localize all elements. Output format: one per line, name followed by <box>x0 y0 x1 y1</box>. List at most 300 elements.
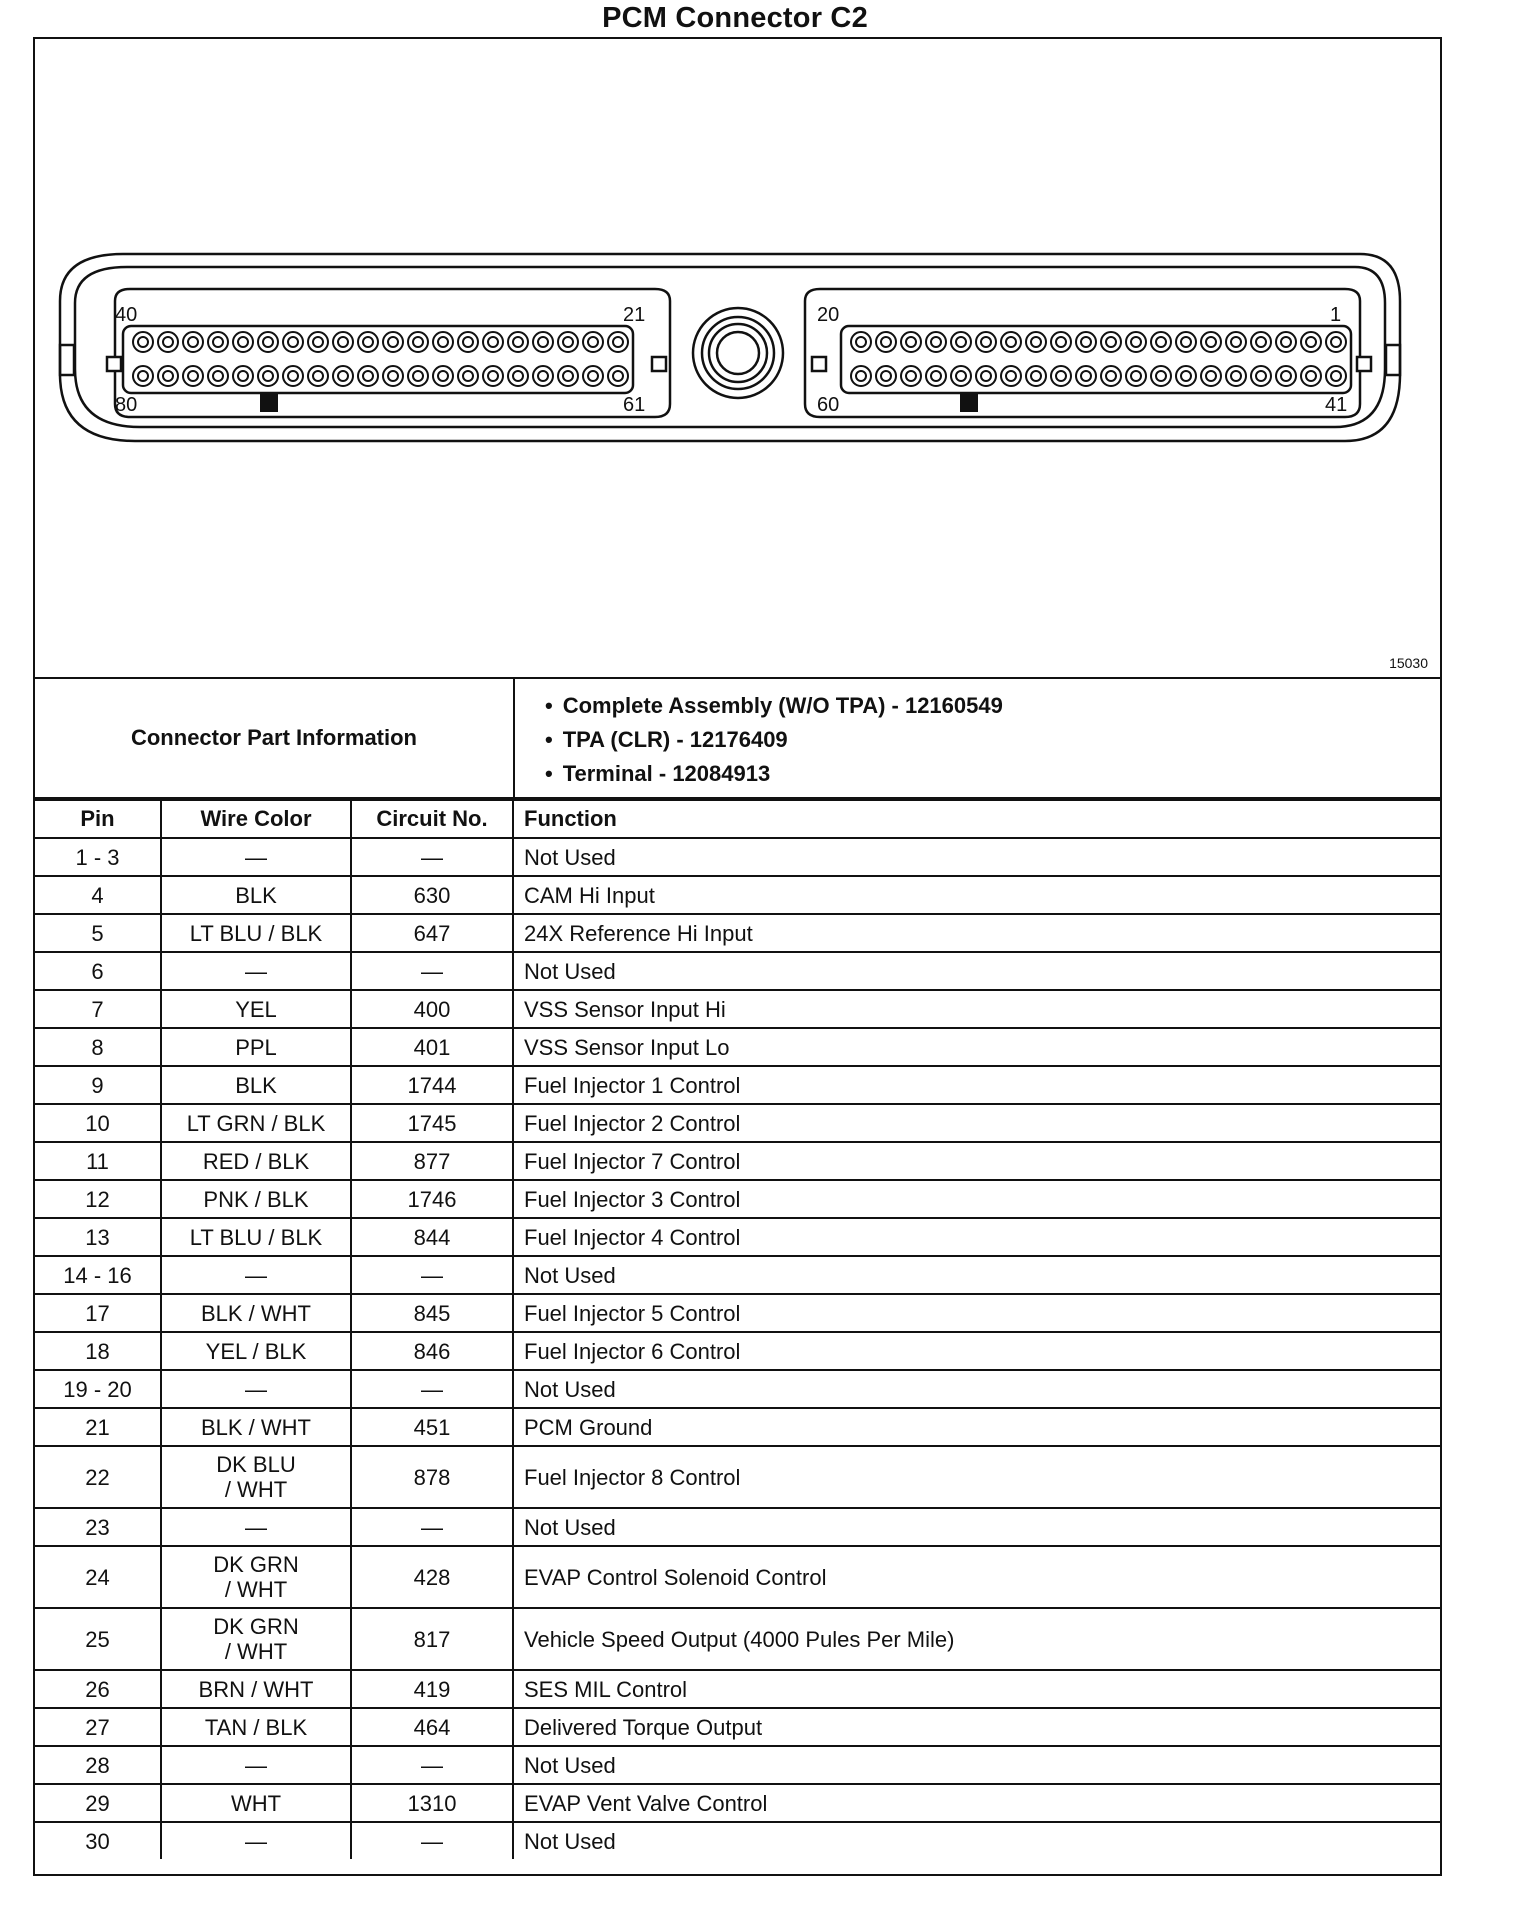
pin-hole-inner <box>288 337 298 347</box>
circuit-number-cell: — <box>351 1370 513 1408</box>
pin-hole-inner <box>1331 371 1341 381</box>
pin-hole <box>876 366 896 386</box>
wire-color-cell: — <box>161 1822 351 1859</box>
pin-hole-inner <box>1006 337 1016 347</box>
pin-hole <box>508 366 528 386</box>
wire-color-cell: LT BLU / BLK <box>161 914 351 952</box>
pin-hole-inner <box>1106 337 1116 347</box>
pin-hole-inner <box>1281 371 1291 381</box>
pin-hole <box>1151 332 1171 352</box>
pin-hole <box>851 366 871 386</box>
pin-hole <box>158 366 178 386</box>
part-info-item: • TPA (CLR) - 12176409 <box>545 723 1003 757</box>
pin-hole-inner <box>463 337 473 347</box>
pin-cell: 1 - 3 <box>35 838 161 876</box>
pin-cell: 9 <box>35 1066 161 1104</box>
pin-hole <box>1001 366 1021 386</box>
pin-cell: 14 - 16 <box>35 1256 161 1294</box>
wire-color-cell: WHT <box>161 1784 351 1822</box>
pin-hole-inner <box>931 337 941 347</box>
table-row <box>35 1218 1440 1256</box>
circuit-number-cell: 878 <box>351 1446 513 1508</box>
circuit-number-cell: 401 <box>351 1028 513 1066</box>
pin-hole-inner <box>931 371 941 381</box>
pin-hole <box>558 366 578 386</box>
pin-hole-inner <box>138 371 148 381</box>
connector-face-drawing <box>35 39 1440 677</box>
function-cell: Fuel Injector 1 Control <box>513 1066 1440 1104</box>
right-key-marker <box>960 394 978 412</box>
table-row <box>35 952 1440 990</box>
function-cell: VSS Sensor Input Lo <box>513 1028 1440 1066</box>
pin-hole-inner <box>613 371 623 381</box>
wire-color-cell: DK BLU / WHT <box>161 1446 351 1508</box>
header-wire-color: Wire Color <box>161 800 351 838</box>
pin-hole <box>1101 366 1121 386</box>
table-row <box>35 1294 1440 1332</box>
connector-part-information <box>35 679 1440 799</box>
pin-hole-inner <box>338 337 348 347</box>
pin-cell: 28 <box>35 1746 161 1784</box>
pin-hole-inner <box>538 337 548 347</box>
circuit-number-cell: 630 <box>351 876 513 914</box>
circuit-number-cell: 844 <box>351 1218 513 1256</box>
function-cell: Fuel Injector 3 Control <box>513 1180 1440 1218</box>
circuit-number-cell: 647 <box>351 914 513 952</box>
pin-hole <box>1151 366 1171 386</box>
pin-table <box>35 799 1440 1859</box>
pin-hole <box>1201 366 1221 386</box>
pin-hole-inner <box>1081 371 1091 381</box>
circuit-number-cell: 464 <box>351 1708 513 1746</box>
function-cell: Not Used <box>513 1370 1440 1408</box>
pin-cell: 4 <box>35 876 161 914</box>
circuit-number-cell: 1745 <box>351 1104 513 1142</box>
table-row <box>35 1822 1440 1859</box>
wire-color-cell: PNK / BLK <box>161 1180 351 1218</box>
pin-hole <box>408 366 428 386</box>
table-row <box>35 1546 1440 1608</box>
pin-hole-inner <box>188 371 198 381</box>
pin-hole <box>1101 332 1121 352</box>
pin-hole <box>1251 366 1271 386</box>
pin-hole <box>333 366 353 386</box>
function-cell: Delivered Torque Output <box>513 1708 1440 1746</box>
function-cell: SES MIL Control <box>513 1670 1440 1708</box>
pin-hole-inner <box>463 371 473 381</box>
pin-hole <box>308 366 328 386</box>
pin-hole <box>608 366 628 386</box>
pin-hole-inner <box>438 371 448 381</box>
function-cell: EVAP Vent Valve Control <box>513 1784 1440 1822</box>
wire-color-cell: DK GRN / WHT <box>161 1608 351 1670</box>
pin-hole-inner <box>1081 337 1091 347</box>
pin-cell: 26 <box>35 1670 161 1708</box>
pin-hole <box>333 332 353 352</box>
pin-hole <box>1276 332 1296 352</box>
pin-cell: 11 <box>35 1142 161 1180</box>
wire-color-cell: — <box>161 1746 351 1784</box>
pin-hole <box>1226 332 1246 352</box>
pin-hole-inner <box>363 371 373 381</box>
wire-color-cell: PPL <box>161 1028 351 1066</box>
function-cell: Not Used <box>513 838 1440 876</box>
header-circuit-no: Circuit No. <box>351 800 513 838</box>
wire-color-cell: BLK <box>161 876 351 914</box>
table-row <box>35 1028 1440 1066</box>
pin-hole-inner <box>538 371 548 381</box>
pin-hole <box>1001 332 1021 352</box>
pin-hole <box>433 366 453 386</box>
table-row <box>35 1370 1440 1408</box>
function-cell: Vehicle Speed Output (4000 Pules Per Mile) <box>513 1608 1440 1670</box>
pin-hole-inner <box>1156 371 1166 381</box>
pin-hole <box>1051 332 1071 352</box>
pin-hole-inner <box>1131 337 1141 347</box>
pin-hole <box>283 366 303 386</box>
pin-cell: 29 <box>35 1784 161 1822</box>
circuit-number-cell: — <box>351 1746 513 1784</box>
pin-cell: 21 <box>35 1408 161 1446</box>
pin-hole-inner <box>1206 371 1216 381</box>
function-cell: Not Used <box>513 952 1440 990</box>
pin-hole-inner <box>1106 371 1116 381</box>
pin-hole-inner <box>906 371 916 381</box>
pin-cell: 19 - 20 <box>35 1370 161 1408</box>
pin-hole-inner <box>1056 337 1066 347</box>
pin-hole <box>876 332 896 352</box>
pin-hole <box>383 366 403 386</box>
pin-hole <box>1076 366 1096 386</box>
pin-hole-inner <box>488 371 498 381</box>
pin-hole <box>1126 366 1146 386</box>
pin-hole-inner <box>388 337 398 347</box>
pin-hole <box>951 332 971 352</box>
header-function: Function <box>513 800 1440 838</box>
table-row <box>35 1332 1440 1370</box>
pin-cell: 24 <box>35 1546 161 1608</box>
pin-hole <box>1301 366 1321 386</box>
pin-hole <box>926 332 946 352</box>
pin-hole <box>1176 332 1196 352</box>
pin-hole-inner <box>563 337 573 347</box>
pin-hole <box>458 332 478 352</box>
pin-hole-inner <box>363 337 373 347</box>
pin-cell: 27 <box>35 1708 161 1746</box>
pin-hole-inner <box>213 371 223 381</box>
pin-hole-inner <box>313 371 323 381</box>
pin-cell: 30 <box>35 1822 161 1859</box>
pin-hole-inner <box>1181 337 1191 347</box>
circuit-number-cell: 1310 <box>351 1784 513 1822</box>
wire-color-cell: — <box>161 952 351 990</box>
pin-hole-inner <box>513 337 523 347</box>
pin-cell: 8 <box>35 1028 161 1066</box>
pin-hole <box>1251 332 1271 352</box>
pin-hole-inner <box>588 371 598 381</box>
wire-color-cell: — <box>161 838 351 876</box>
pin-hole-inner <box>981 337 991 347</box>
pin-hole <box>433 332 453 352</box>
circuit-number-cell: 451 <box>351 1408 513 1446</box>
pin-hole-inner <box>881 337 891 347</box>
pin-hole <box>208 332 228 352</box>
wire-color-cell: BLK <box>161 1066 351 1104</box>
pin-hole <box>1276 366 1296 386</box>
connector-sheet <box>33 37 1442 1876</box>
circuit-number-cell: 1744 <box>351 1066 513 1104</box>
function-cell: Fuel Injector 5 Control <box>513 1294 1440 1332</box>
part-info-item: • Terminal - 12084913 <box>545 757 1003 791</box>
circuit-number-cell: 400 <box>351 990 513 1028</box>
wire-color-cell: BLK / WHT <box>161 1408 351 1446</box>
pin-hole-inner <box>1031 371 1041 381</box>
table-row <box>35 1408 1440 1446</box>
pin-hole-inner <box>213 337 223 347</box>
pin-hole-inner <box>1256 337 1266 347</box>
pin-hole <box>1076 332 1096 352</box>
function-cell: Fuel Injector 8 Control <box>513 1446 1440 1508</box>
pin-hole <box>283 332 303 352</box>
table-row <box>35 1142 1440 1180</box>
pin-hole <box>183 332 203 352</box>
pin-hole-inner <box>1256 371 1266 381</box>
pin-hole <box>508 332 528 352</box>
pin-hole <box>383 332 403 352</box>
circuit-number-cell: — <box>351 1508 513 1546</box>
wire-color-cell: YEL / BLK <box>161 1332 351 1370</box>
pin-hole-inner <box>163 371 173 381</box>
pin-hole <box>308 332 328 352</box>
table-row <box>35 1256 1440 1294</box>
function-cell: VSS Sensor Input Hi <box>513 990 1440 1028</box>
pin-cell: 7 <box>35 990 161 1028</box>
pin-hole <box>233 366 253 386</box>
table-row <box>35 1670 1440 1708</box>
pin-hole-inner <box>438 337 448 347</box>
table-row <box>35 990 1440 1028</box>
function-cell: Not Used <box>513 1508 1440 1546</box>
table-row <box>35 1708 1440 1746</box>
pin-label-21: 21 <box>623 304 646 326</box>
pin-hole-inner <box>413 371 423 381</box>
pin-hole-inner <box>238 371 248 381</box>
circuit-number-cell: — <box>351 952 513 990</box>
wire-color-cell: BLK / WHT <box>161 1294 351 1332</box>
pin-hole <box>951 366 971 386</box>
wire-color-cell: LT GRN / BLK <box>161 1104 351 1142</box>
pin-hole <box>258 366 278 386</box>
pin-hole <box>533 366 553 386</box>
pin-cell: 23 <box>35 1508 161 1546</box>
pin-hole <box>1126 332 1146 352</box>
pin-holes <box>133 332 1346 386</box>
pin-hole <box>901 332 921 352</box>
table-row <box>35 1746 1440 1784</box>
pin-hole <box>901 366 921 386</box>
pin-hole-inner <box>1306 371 1316 381</box>
pin-cell: 25 <box>35 1608 161 1670</box>
left-key-marker <box>260 394 278 412</box>
table-row <box>35 1608 1440 1670</box>
pin-hole-inner <box>613 337 623 347</box>
table-row <box>35 1784 1440 1822</box>
pin-hole-inner <box>513 371 523 381</box>
function-cell: Not Used <box>513 1746 1440 1784</box>
connector-diagram <box>35 39 1440 679</box>
pin-hole <box>483 366 503 386</box>
pin-hole-inner <box>1056 371 1066 381</box>
pin-hole <box>583 366 603 386</box>
pin-cell: 10 <box>35 1104 161 1142</box>
pin-label-20: 20 <box>817 304 840 326</box>
pin-cell: 18 <box>35 1332 161 1370</box>
page-title: PCM Connector C2 <box>602 2 868 34</box>
pin-hole <box>558 332 578 352</box>
pin-hole-inner <box>163 337 173 347</box>
pin-hole <box>183 366 203 386</box>
pin-hole-inner <box>488 337 498 347</box>
wire-color-cell: LT BLU / BLK <box>161 1218 351 1256</box>
pin-cell: 22 <box>35 1446 161 1508</box>
part-info-list <box>545 689 1003 791</box>
function-cell: 24X Reference Hi Input <box>513 914 1440 952</box>
function-cell: Not Used <box>513 1256 1440 1294</box>
pin-table-body <box>35 838 1440 1859</box>
pin-hole <box>208 366 228 386</box>
circuit-number-cell: 846 <box>351 1332 513 1370</box>
pin-hole-inner <box>413 337 423 347</box>
part-info-item: • Complete Assembly (W/O TPA) - 12160549 <box>545 689 1003 723</box>
pin-hole <box>583 332 603 352</box>
pin-hole <box>408 332 428 352</box>
pin-hole <box>1176 366 1196 386</box>
pin-hole-inner <box>1231 371 1241 381</box>
circuit-number-cell: 1746 <box>351 1180 513 1218</box>
function-cell: PCM Ground <box>513 1408 1440 1446</box>
pin-hole-inner <box>1281 337 1291 347</box>
pin-cell: 12 <box>35 1180 161 1218</box>
pin-hole <box>976 332 996 352</box>
pin-hole <box>851 332 871 352</box>
pin-label-61: 61 <box>623 394 646 416</box>
pin-cell: 6 <box>35 952 161 990</box>
circuit-number-cell: 845 <box>351 1294 513 1332</box>
pin-cell: 5 <box>35 914 161 952</box>
pin-hole-inner <box>1206 337 1216 347</box>
table-row <box>35 914 1440 952</box>
pin-hole-inner <box>563 371 573 381</box>
pin-hole <box>608 332 628 352</box>
wire-color-cell: DK GRN / WHT <box>161 1546 351 1608</box>
pin-hole-inner <box>981 371 991 381</box>
pin-hole-inner <box>263 371 273 381</box>
function-cell: Fuel Injector 7 Control <box>513 1142 1440 1180</box>
pin-hole-inner <box>856 371 866 381</box>
circuit-number-cell: 817 <box>351 1608 513 1670</box>
pin-hole <box>926 366 946 386</box>
pin-hole-inner <box>856 337 866 347</box>
pin-hole-inner <box>1156 337 1166 347</box>
table-row <box>35 1180 1440 1218</box>
pin-hole <box>1326 332 1346 352</box>
circuit-number-cell: — <box>351 1822 513 1859</box>
pin-label-80: 80 <box>115 394 138 416</box>
wire-color-cell: TAN / BLK <box>161 1708 351 1746</box>
header-pin: Pin <box>35 800 161 838</box>
part-info-label: Connector Part Information <box>35 679 515 797</box>
pin-hole-inner <box>388 371 398 381</box>
pin-cell: 13 <box>35 1218 161 1256</box>
wire-color-cell: — <box>161 1256 351 1294</box>
pin-hole-inner <box>588 337 598 347</box>
pin-cell: 17 <box>35 1294 161 1332</box>
pin-table-header <box>35 800 1440 838</box>
pin-hole <box>1051 366 1071 386</box>
circuit-number-cell: 428 <box>351 1546 513 1608</box>
pin-hole-inner <box>906 337 916 347</box>
pin-hole-inner <box>1181 371 1191 381</box>
wire-color-cell: — <box>161 1370 351 1408</box>
pin-hole-inner <box>188 337 198 347</box>
pin-hole-inner <box>338 371 348 381</box>
pin-hole-inner <box>288 371 298 381</box>
pin-hole-inner <box>956 337 966 347</box>
function-cell: Fuel Injector 2 Control <box>513 1104 1440 1142</box>
table-row <box>35 1066 1440 1104</box>
pin-hole <box>1226 366 1246 386</box>
function-cell: Fuel Injector 4 Control <box>513 1218 1440 1256</box>
pin-label-1: 1 <box>1330 304 1342 326</box>
wire-color-cell: RED / BLK <box>161 1142 351 1180</box>
pin-hole <box>358 332 378 352</box>
pin-hole <box>976 366 996 386</box>
wire-color-cell: YEL <box>161 990 351 1028</box>
function-cell: Fuel Injector 6 Control <box>513 1332 1440 1370</box>
pin-label-41: 41 <box>1325 394 1348 416</box>
table-row <box>35 1446 1440 1508</box>
table-row <box>35 1508 1440 1546</box>
wire-color-cell: BRN / WHT <box>161 1670 351 1708</box>
pin-hole-inner <box>1031 337 1041 347</box>
pin-hole-inner <box>1306 337 1316 347</box>
pin-hole-inner <box>956 371 966 381</box>
pin-hole-inner <box>1231 337 1241 347</box>
wire-color-cell: — <box>161 1508 351 1546</box>
table-row <box>35 838 1440 876</box>
pin-hole <box>158 332 178 352</box>
circuit-number-cell: 877 <box>351 1142 513 1180</box>
pin-label-60: 60 <box>817 394 840 416</box>
pin-hole <box>533 332 553 352</box>
function-cell: CAM Hi Input <box>513 876 1440 914</box>
pin-hole <box>133 366 153 386</box>
function-cell: Not Used <box>513 1822 1440 1859</box>
pin-hole-inner <box>138 337 148 347</box>
pin-hole <box>483 332 503 352</box>
function-cell: EVAP Control Solenoid Control <box>513 1546 1440 1608</box>
circuit-number-cell: — <box>351 838 513 876</box>
pin-hole <box>1201 332 1221 352</box>
pin-hole-inner <box>1006 371 1016 381</box>
table-row <box>35 1104 1440 1142</box>
pin-hole-inner <box>881 371 891 381</box>
pin-hole <box>133 332 153 352</box>
pin-hole-inner <box>263 337 273 347</box>
pin-hole <box>258 332 278 352</box>
pin-hole <box>1026 366 1046 386</box>
pin-hole <box>233 332 253 352</box>
